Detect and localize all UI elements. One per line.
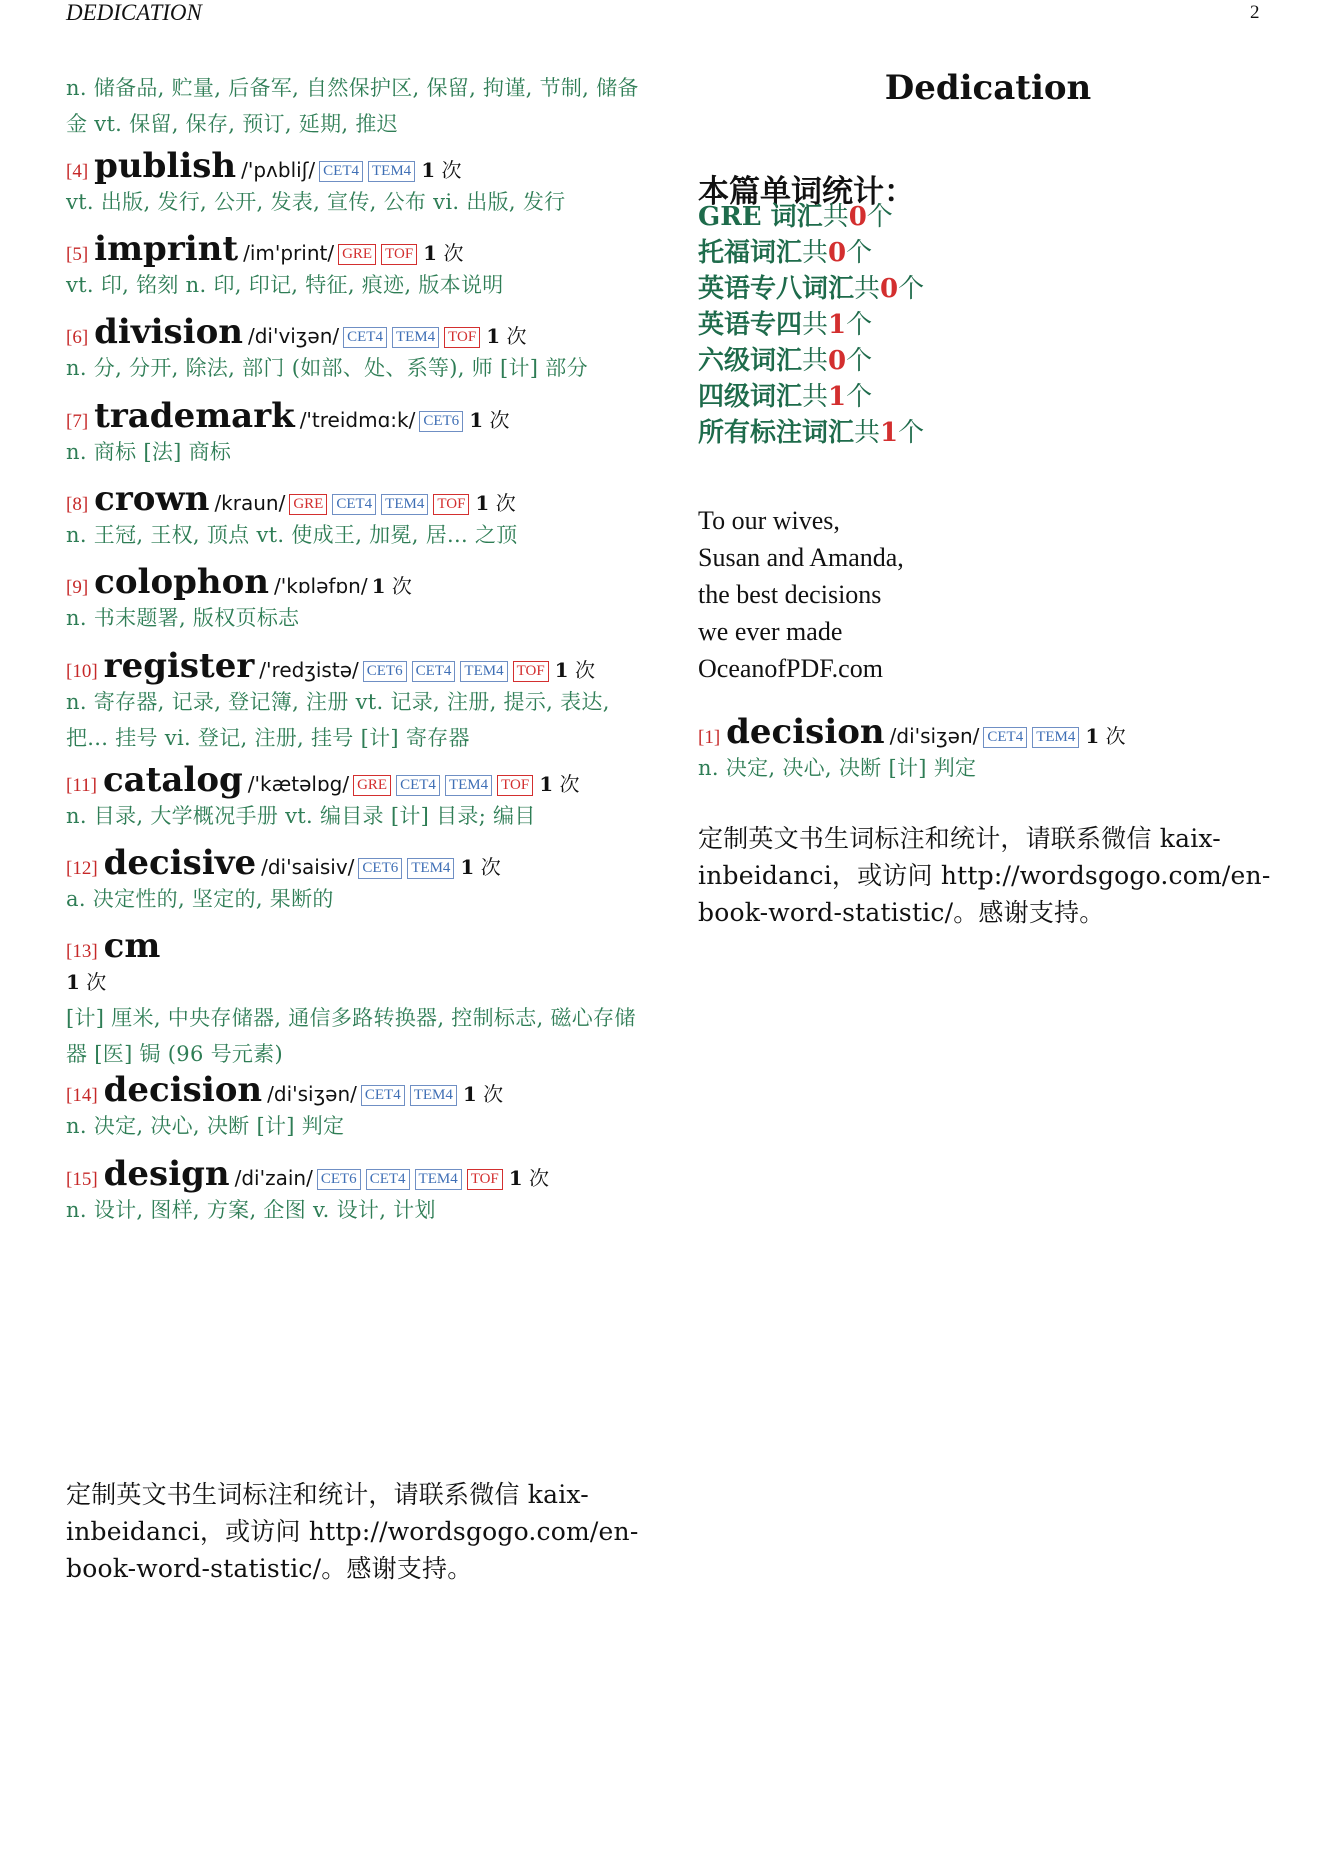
stat-unit: 个	[846, 346, 873, 376]
entry-count: 1 次	[554, 658, 595, 682]
word-entry	[66, 762, 646, 834]
entry-tags	[317, 1171, 503, 1192]
entry-gloss: n. 分, 分开, 除法, 部门 (如部、处、系等), 师 [计] 部分	[66, 356, 588, 380]
entry-tags	[353, 777, 533, 798]
entry-phonetic: /'kætəlɒg/	[247, 772, 350, 796]
page-number: 2	[1250, 2, 1260, 23]
count-number: 1	[508, 1166, 523, 1190]
count-number: 1	[66, 970, 80, 994]
entry-count: 1 次	[66, 970, 107, 994]
stat-row	[698, 196, 893, 233]
stat-label: 英语专八词汇	[698, 274, 855, 304]
entry-index: [9]	[66, 577, 89, 598]
entry-gloss: n. 商标 [法] 商标	[66, 440, 232, 464]
entry-gloss: n. 目录, 大学概况手册 vt. 编目录 [计] 目录; 编目	[66, 804, 536, 828]
level-tag: TEM4	[415, 1169, 462, 1190]
stat-row	[698, 268, 924, 305]
level-tag: CET6	[358, 858, 402, 879]
word-entry	[66, 845, 646, 917]
stat-unit: 个	[846, 238, 873, 268]
stat-unit: 个	[846, 310, 873, 340]
stat-count: 0	[828, 346, 847, 376]
entry-word: imprint	[94, 229, 239, 269]
level-tag: TEM4	[392, 327, 439, 348]
entry-tags	[363, 663, 549, 684]
count-number: 1	[460, 855, 475, 879]
stat-mid: 共	[802, 382, 829, 412]
entry-tags	[319, 163, 415, 184]
entry-head	[66, 314, 646, 350]
level-tag: CET6	[317, 1169, 361, 1190]
level-tag: TEM4	[445, 775, 492, 796]
word-entry	[698, 714, 1278, 786]
entry-phonetic: /di'saisiv/	[261, 855, 355, 879]
stat-mid: 共	[854, 418, 881, 448]
stat-unit: 个	[846, 382, 873, 412]
level-tag: GRE	[289, 494, 327, 515]
entry-count: 1 次	[475, 491, 516, 515]
entry-tags	[338, 246, 417, 267]
level-tag: TEM4	[410, 1085, 457, 1106]
word-entry	[66, 231, 646, 303]
stat-row	[698, 376, 872, 413]
stat-label: 英语专四	[698, 310, 803, 340]
dedication-line: the best decisions	[698, 580, 882, 609]
level-tag: CET6	[419, 411, 463, 432]
stat-count: 0	[828, 238, 847, 268]
entry-count: 1 次	[539, 772, 580, 796]
level-tag: CET6	[363, 661, 407, 682]
entry-head	[698, 714, 1278, 750]
entry-tags	[419, 413, 463, 434]
word-entry	[66, 398, 646, 470]
entry-word: register	[103, 646, 255, 686]
entry-index: [11]	[66, 775, 97, 796]
stat-count: 1	[828, 310, 847, 340]
entry-count: 1 次	[486, 324, 527, 348]
entry-word: cm	[103, 926, 161, 966]
level-tag: CET4	[361, 1085, 405, 1106]
dedication-line: To our wives,	[698, 506, 840, 535]
entry-gloss: n. 决定, 决心, 决断 [计] 判定	[66, 1114, 345, 1138]
entry-word: design	[103, 1154, 230, 1194]
entry-phonetic: /im'print/	[243, 241, 335, 265]
word-entry	[66, 1072, 646, 1144]
entry-index: [4]	[66, 161, 89, 182]
entry-gloss: n. 寄存器, 记录, 登记簿, 注册 vt. 记录, 注册, 提示, 表达, 把... 挂号 vi. 登记, 注册, 挂号 [计] 寄存器	[66, 690, 610, 750]
entry-index: [7]	[66, 411, 89, 432]
stat-count: 1	[828, 382, 847, 412]
count-number: 1	[1085, 724, 1100, 748]
entry-tags	[289, 496, 469, 517]
level-tag: CET4	[396, 775, 440, 796]
word-entry	[66, 648, 646, 756]
entry-index: [15]	[66, 1169, 98, 1190]
level-tag: TOF	[497, 775, 533, 796]
level-tag: TOF	[444, 327, 480, 348]
dedication-line: we ever made	[698, 617, 843, 646]
entry-gloss: vt. 印, 铭刻 n. 印, 印记, 特征, 痕迹, 版本说明	[66, 273, 504, 297]
word-entry	[66, 1156, 646, 1228]
level-tag: TEM4	[460, 661, 507, 682]
entry-word: decisive	[103, 843, 257, 883]
level-tag: TOF	[381, 244, 417, 265]
entry-word: trademark	[94, 396, 295, 436]
stat-mid: 共	[802, 346, 829, 376]
entry-count: 1 次	[371, 574, 412, 598]
stat-unit: 个	[898, 274, 925, 304]
stat-label: 四级词汇	[698, 382, 803, 412]
count-number: 1	[475, 491, 490, 515]
level-tag: GRE	[353, 775, 391, 796]
entry-count: 1 次	[1085, 724, 1126, 748]
entry-phonetic: /'pʌbliʃ/	[241, 158, 316, 182]
stat-row	[698, 232, 872, 269]
count-number: 1	[539, 772, 554, 796]
entry-head	[66, 564, 646, 600]
entry-phonetic: /di'siʒən/	[267, 1082, 357, 1106]
entry-count: 1 次	[508, 1166, 550, 1190]
word-entry	[66, 314, 646, 386]
count-number: 1	[469, 408, 484, 432]
entry-word: colophon	[94, 562, 270, 602]
dedication-text	[698, 502, 904, 687]
entry-tags	[343, 329, 480, 350]
entry-head	[66, 845, 646, 881]
level-tag: CET4	[366, 1169, 410, 1190]
entry-tags	[358, 860, 454, 881]
stat-count: 0	[848, 202, 867, 232]
count-number: 1	[421, 158, 436, 182]
stat-unit: 个	[898, 418, 925, 448]
entry-count: 1 次	[460, 855, 501, 879]
level-tag: CET4	[343, 327, 387, 348]
entry-head	[66, 481, 646, 517]
stat-mid: 共	[802, 238, 829, 268]
dedication-line: OceanofPDF.com	[698, 654, 883, 683]
entry-word: decision	[726, 712, 885, 752]
entry-index: [5]	[66, 244, 89, 265]
dedication-line: Susan and Amanda,	[698, 543, 904, 572]
entry-head	[66, 762, 646, 798]
contact-note-right: 定制英文书生词标注和统计，请联系微信 kaix-inbeidanci，或访问 http://wordsgogo.com/en-book-word-statistic/。感谢支持。	[698, 824, 1271, 927]
entry-gloss: n. 决定, 决心, 决断 [计] 判定	[698, 756, 977, 780]
stat-row	[698, 412, 924, 449]
top-gloss: n. 储备品, 贮量, 后备军, 自然保护区, 保留, 拘谨, 节制, 储备金 vt. 保留, 保存, 预订, 延期, 推迟	[66, 76, 639, 136]
entry-gloss: n. 书末题署, 版权页标志	[66, 606, 300, 630]
word-entry	[66, 148, 646, 220]
entry-tags	[361, 1087, 457, 1108]
entry-index: [1]	[698, 727, 721, 748]
stat-row	[698, 340, 872, 377]
entry-head-line2	[66, 964, 646, 1000]
level-tag: CET4	[319, 161, 363, 182]
entry-gloss: vt. 出版, 发行, 公开, 发表, 宣传, 公布 vi. 出版, 发行	[66, 190, 566, 214]
entry-index: [13]	[66, 941, 98, 962]
entry-phonetic: /di'viʒən/	[247, 324, 340, 348]
level-tag: CET4	[412, 661, 456, 682]
entry-count: 1 次	[423, 241, 464, 265]
entry-word: decision	[103, 1070, 263, 1110]
entry-count: 1 次	[421, 158, 462, 182]
entry-phonetic: /kraun/	[214, 491, 286, 515]
entry-head	[66, 928, 646, 964]
level-tag: TOF	[433, 494, 469, 515]
count-number: 1	[462, 1082, 477, 1106]
entry-head	[66, 398, 646, 434]
contact-note: 定制英文书生词标注和统计，请联系微信 kaix-inbeidanci，或访问 http://wordsgogo.com/en-book-word-statistic/。感谢支持。	[66, 1480, 639, 1583]
stat-mid: 共	[854, 274, 881, 304]
stat-mid: 共	[822, 202, 849, 232]
entry-head	[66, 148, 646, 184]
stat-row	[698, 304, 872, 341]
entry-gloss: n. 王冠, 王权, 顶点 vt. 使成王, 加冕, 居... 之顶	[66, 523, 518, 547]
entry-index: [8]	[66, 494, 89, 515]
entry-word: publish	[94, 146, 237, 186]
stat-label: GRE 词汇	[698, 202, 823, 232]
entry-index: [10]	[66, 661, 98, 682]
stat-label: 托福词汇	[698, 238, 803, 268]
word-entry	[66, 481, 646, 553]
level-tag: TEM4	[381, 494, 428, 515]
level-tag: TEM4	[368, 161, 415, 182]
level-tag: CET4	[983, 727, 1027, 748]
level-tag: TOF	[513, 661, 549, 682]
stat-count: 1	[880, 418, 899, 448]
stat-unit: 个	[866, 202, 893, 232]
entry-index: [12]	[66, 858, 98, 879]
count-number: 1	[371, 574, 386, 598]
count-number: 1	[554, 658, 569, 682]
count-number: 1	[423, 241, 438, 265]
word-entry	[66, 928, 646, 1072]
entry-index: [6]	[66, 327, 89, 348]
word-entry	[66, 564, 646, 636]
entry-gloss: n. 设计, 图样, 方案, 企图 v. 设计, 计划	[66, 1198, 436, 1222]
level-tag: TEM4	[407, 858, 454, 879]
dedication-title: Dedication	[884, 68, 1092, 108]
level-tag: TEM4	[1032, 727, 1079, 748]
level-tag: CET4	[332, 494, 376, 515]
entry-head	[66, 231, 646, 267]
stat-count: 0	[880, 274, 899, 304]
entry-tags	[983, 729, 1079, 750]
stat-label: 所有标注词汇	[698, 418, 855, 448]
entry-gloss: [计] 厘米, 中央存储器, 通信多路转换器, 控制标志, 磁心存储器 [医] 锔 (96 号元素)	[66, 1006, 636, 1066]
entry-phonetic: /di'siʒən/	[889, 724, 980, 748]
entry-word: crown	[94, 479, 210, 519]
entry-phonetic: /'treidmɑ:k/	[299, 408, 416, 432]
entry-head	[66, 648, 646, 684]
entry-count: 1 次	[462, 1082, 504, 1106]
entry-head	[66, 1072, 646, 1108]
level-tag: GRE	[338, 244, 376, 265]
stats-title: 本篇单词统计：	[698, 174, 915, 210]
entry-gloss: a. 决定性的, 坚定的, 果断的	[66, 887, 334, 911]
entry-count: 1 次	[469, 408, 510, 432]
entry-word: division	[94, 312, 243, 352]
running-head: DEDICATION	[66, 0, 202, 25]
entry-phonetic: /di'zain/	[234, 1166, 313, 1190]
level-tag: TOF	[467, 1169, 503, 1190]
stat-mid: 共	[802, 310, 829, 340]
entry-head	[66, 1156, 646, 1192]
count-number: 1	[486, 324, 501, 348]
entry-phonetic: /'redʒistə/	[259, 658, 359, 682]
stat-label: 六级词汇	[698, 346, 803, 376]
entry-word: catalog	[102, 760, 243, 800]
entry-phonetic: /'kɒləfɒn/	[274, 574, 368, 598]
entry-index: [14]	[66, 1085, 98, 1106]
